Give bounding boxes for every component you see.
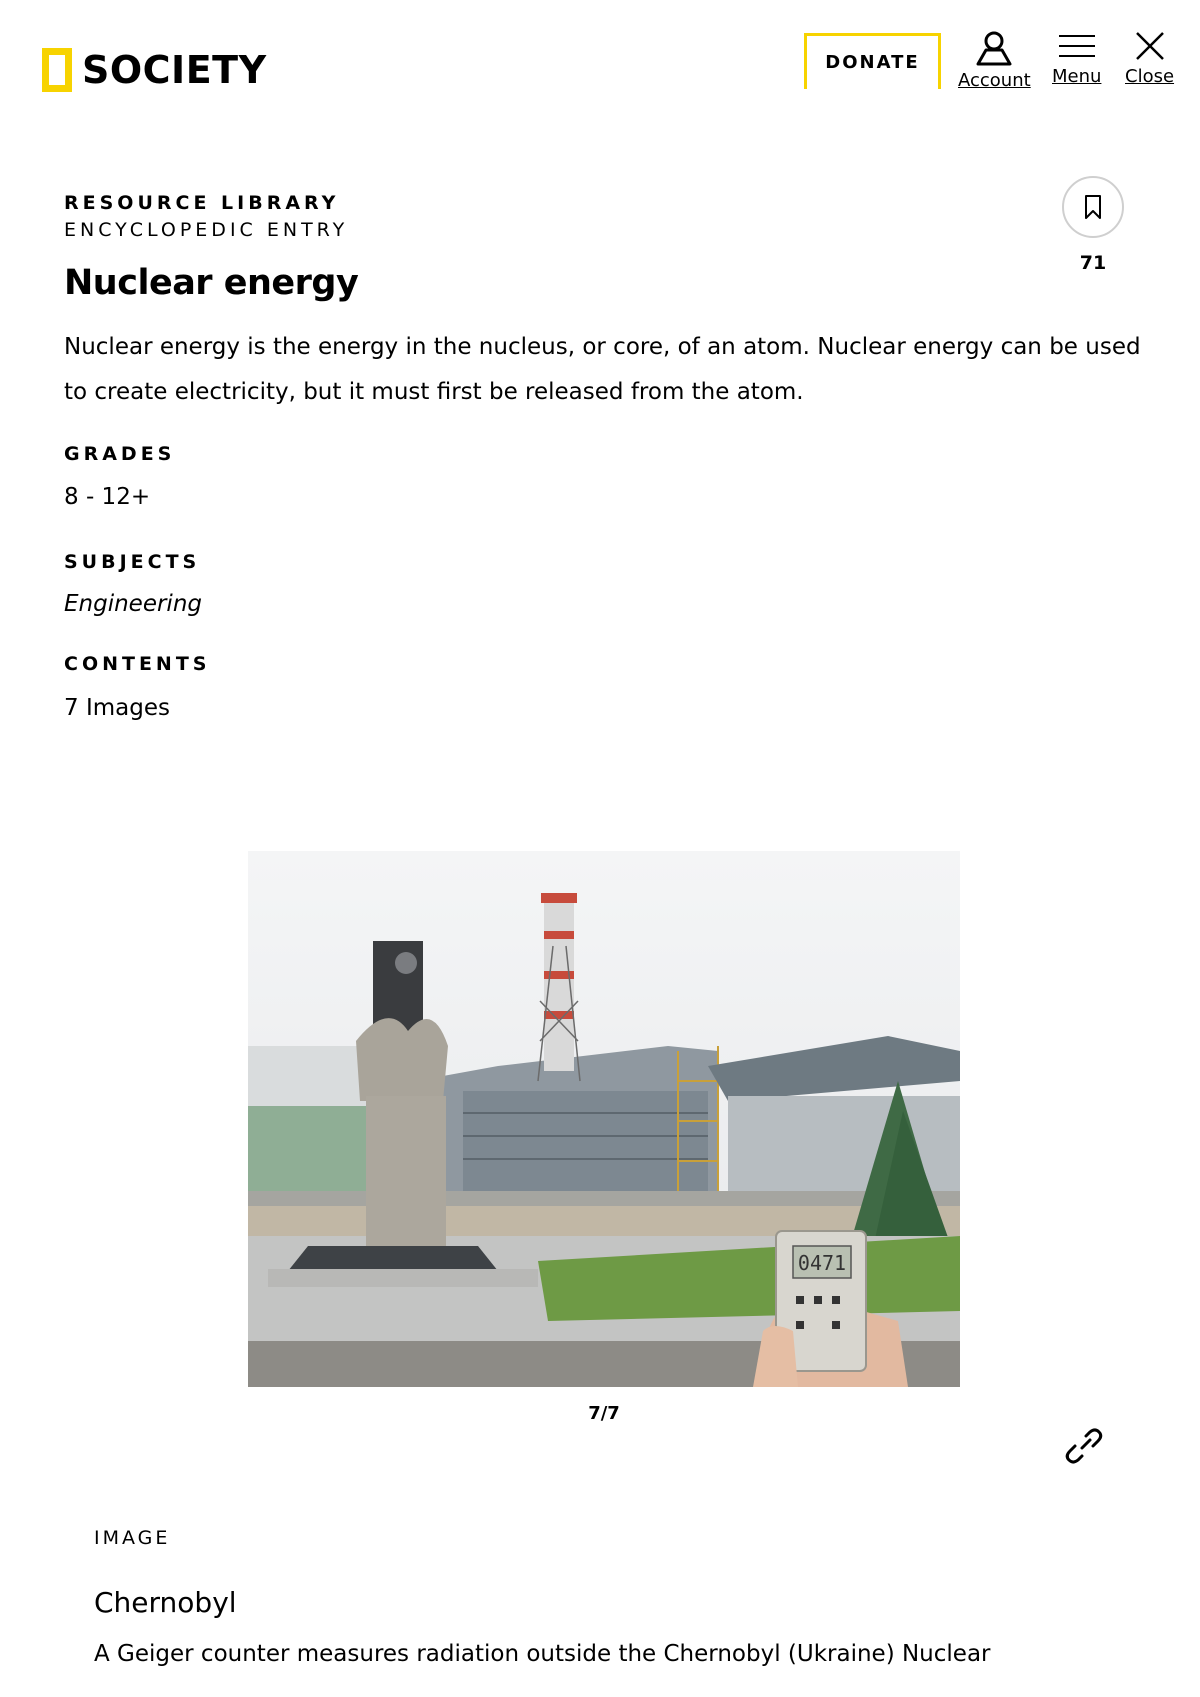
subjects-value[interactable]: Engineering xyxy=(64,591,202,617)
geiger-display: 0471 xyxy=(797,1251,847,1275)
close-label: Close xyxy=(1125,66,1175,87)
donate-button[interactable]: DONATE xyxy=(804,33,941,89)
copy-link-button[interactable] xyxy=(1062,1424,1106,1472)
logo-text: SOCIETY xyxy=(82,48,267,92)
contents-value: 7 Images xyxy=(64,695,170,721)
grades-heading: GRADES xyxy=(64,443,176,465)
hamburger-icon xyxy=(1057,30,1097,62)
site-header xyxy=(0,0,1200,130)
subjects-heading: SUBJECTS xyxy=(64,551,201,573)
resource-library-kicker[interactable]: RESOURCE LIBRARY xyxy=(64,192,340,214)
page-title: Nuclear energy xyxy=(64,263,359,303)
article-lead: Nuclear energy is the energy in the nucleus, or core, of an atom. Nuclear energy can be used to create electricity, but it must first be released from the atom. xyxy=(64,334,1141,405)
close-icon xyxy=(1133,30,1167,62)
chernobyl-photo xyxy=(248,851,960,1387)
contents-heading: CONTENTS xyxy=(64,653,211,675)
site-logo[interactable] xyxy=(42,48,267,92)
link-icon xyxy=(1062,1424,1106,1468)
account-icon xyxy=(974,30,1014,66)
media-type-label: IMAGE xyxy=(94,1527,171,1549)
close-button[interactable] xyxy=(1125,30,1174,87)
bookmark-count: 71 xyxy=(1079,252,1107,274)
image-title: Chernobyl xyxy=(94,1586,237,1619)
entry-type: ENCYCLOPEDIC ENTRY xyxy=(64,219,349,241)
image-caption: A Geiger counter measures radiation outside the Chernobyl (Ukraine) Nuclear xyxy=(94,1641,991,1667)
menu-button[interactable] xyxy=(1052,30,1101,87)
bookmark-button[interactable] xyxy=(1062,176,1124,238)
gallery-counter: 7/7 xyxy=(588,1403,620,1424)
gallery-image[interactable] xyxy=(248,851,960,1387)
menu-label: Menu xyxy=(1052,66,1102,87)
account-button[interactable] xyxy=(958,30,1031,91)
bookmark-icon xyxy=(1083,194,1103,220)
logo-yellow-border xyxy=(42,48,72,92)
grades-value: 8 - 12+ xyxy=(64,484,151,510)
account-label: Account xyxy=(958,70,1031,91)
